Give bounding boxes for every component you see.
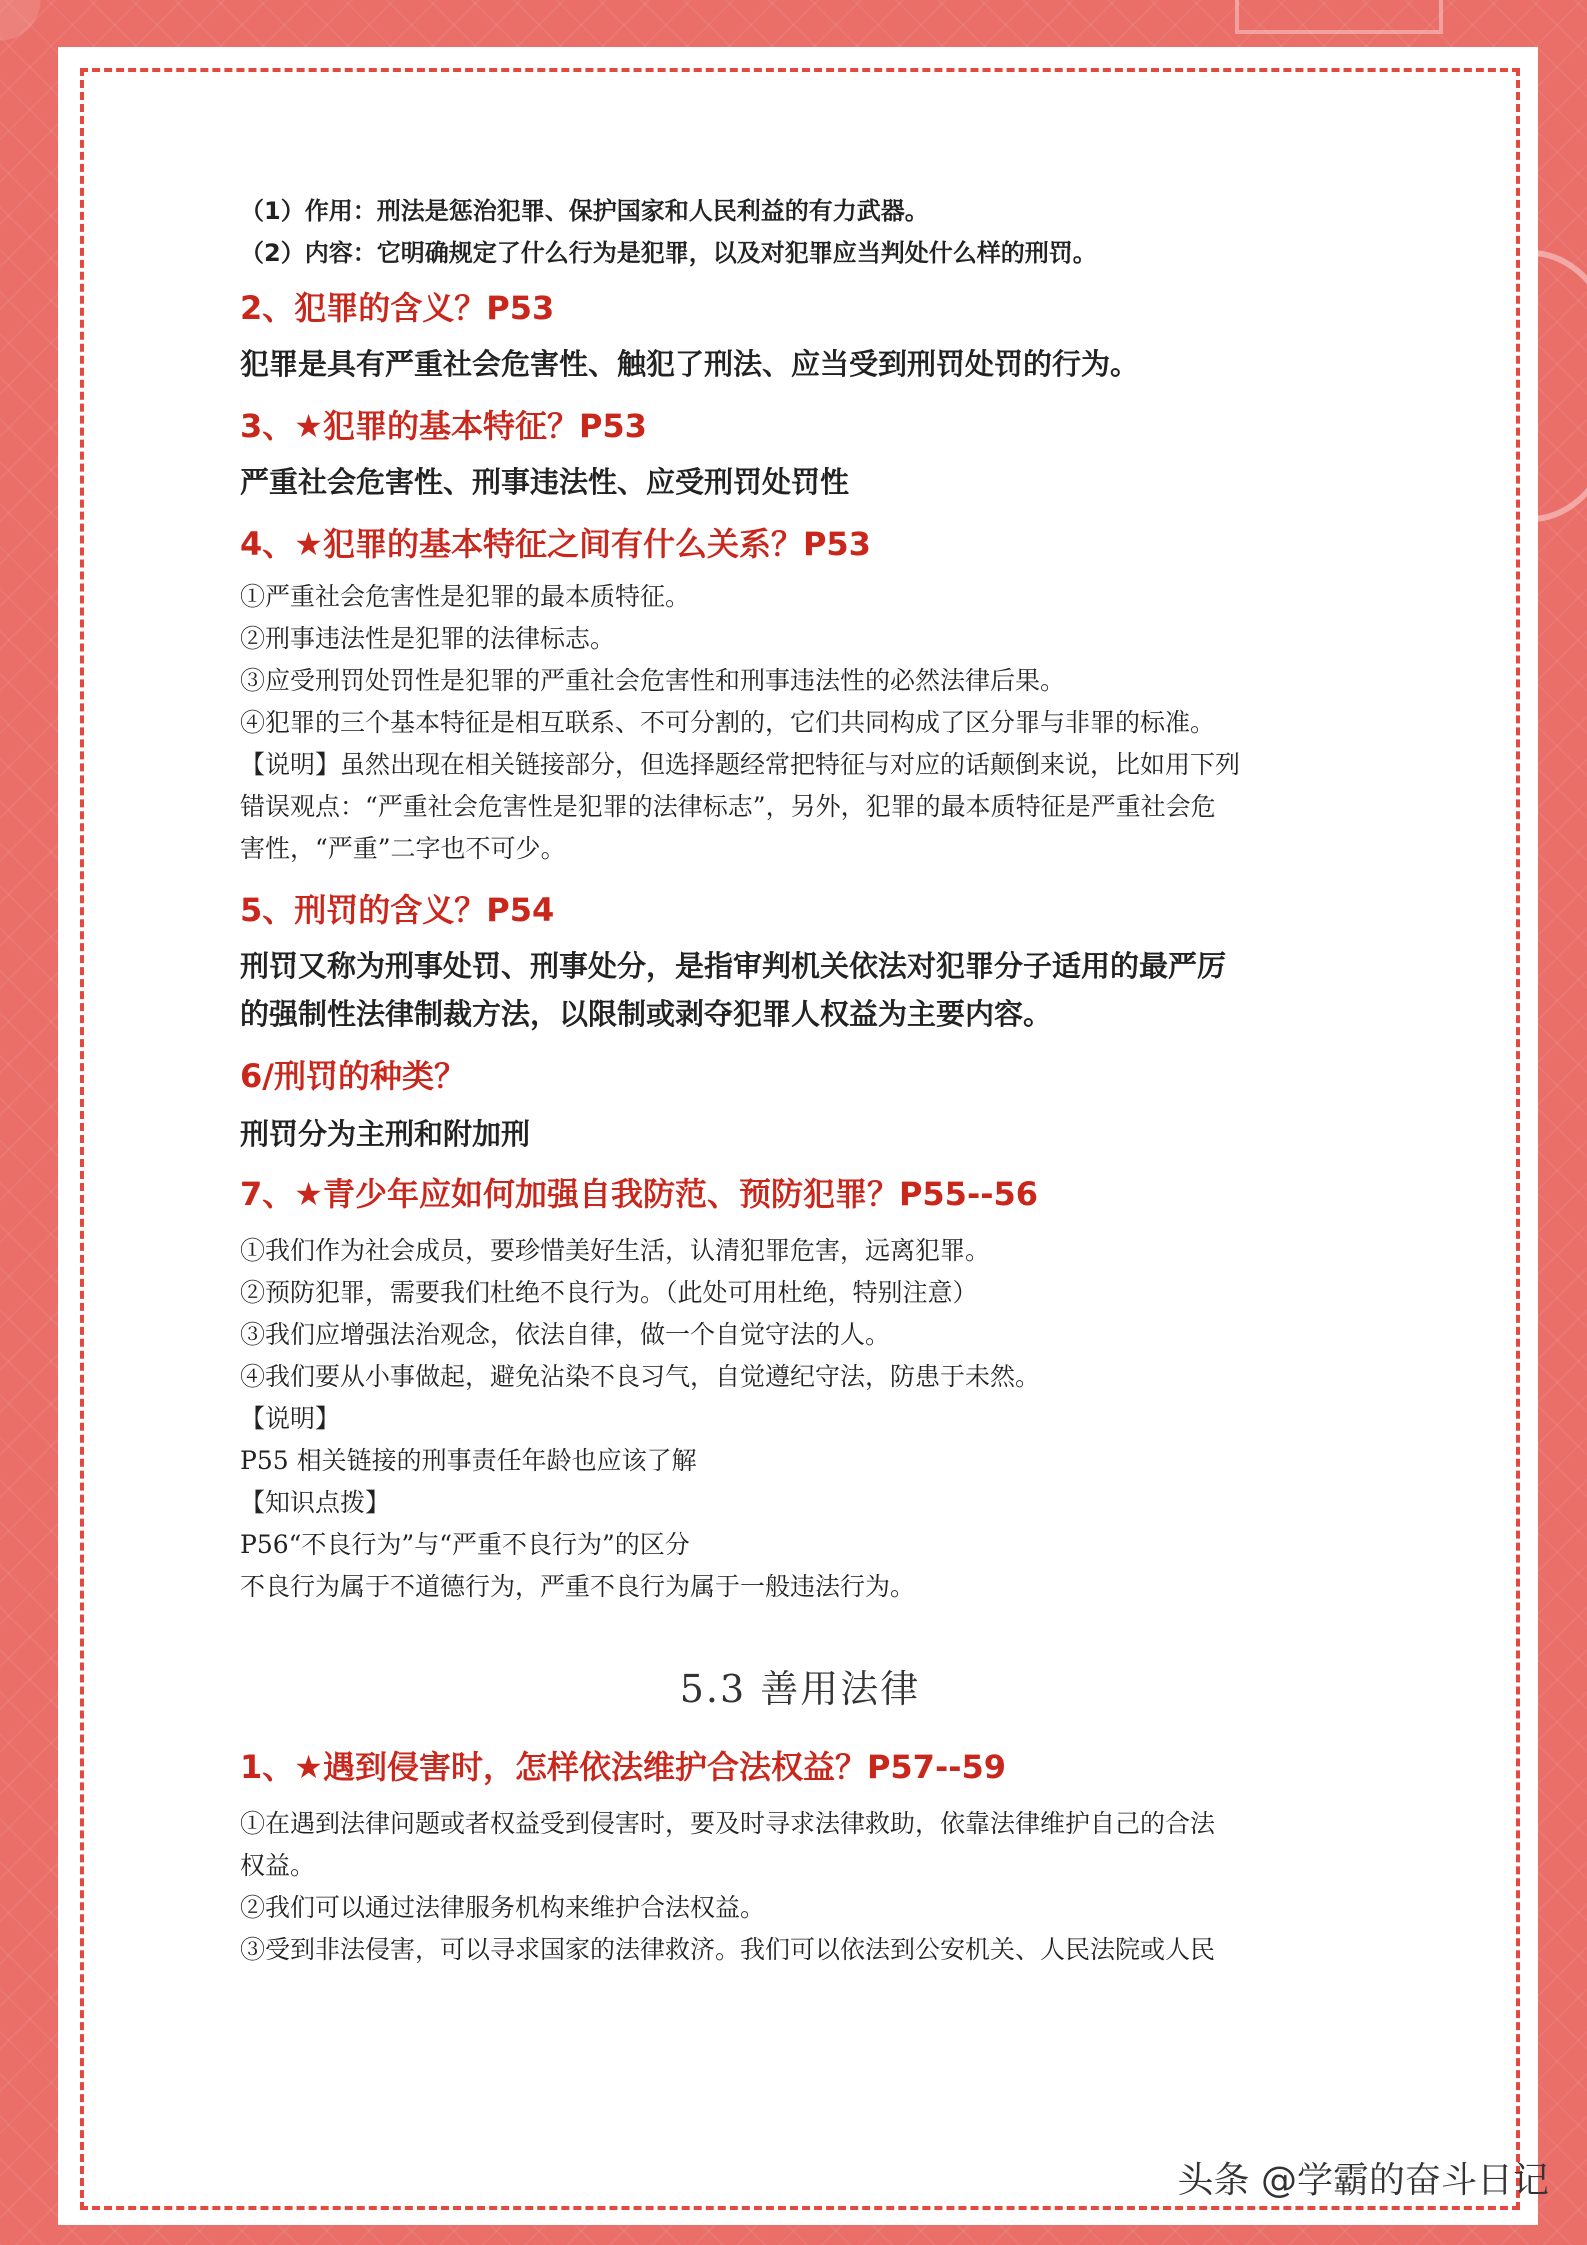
text-line: ④我们要从小事做起，避免沾染不良习气，自觉遵纪守法，防患于未然。 [240, 1362, 1041, 1391]
text-line: P55 相关链接的刑事责任年龄也应该了解 [240, 1446, 697, 1475]
question-5-answer: 的强制性法律制裁方法，以限制或剥夺犯罪人权益为主要内容。 [240, 997, 1053, 1031]
section-title: 5.3 善用法律 [679, 1667, 921, 1711]
question-2-title: 2、犯罪的含义？P53 [240, 289, 555, 327]
text-line: ③应受刑罚处罚性是犯罪的严重社会危害性和刑事违法性的必然法律后果。 [240, 666, 1066, 695]
document-content [240, 190, 1360, 1971]
text-line: ③受到非法侵害，可以寻求国家的法律救济。我们可以依法到公安机关、人民法院或人民 [240, 1935, 1216, 1964]
text-line: 错误观点：“严重社会危害性是犯罪的法律标志”，另外，犯罪的最本质特征是严重社会危 [240, 792, 1216, 821]
section-question-1-title: 1、★遇到侵害时，怎样依法维护合法权益？P57--59 [240, 1748, 1007, 1786]
question-4-title: 4、★犯罪的基本特征之间有什么关系？P53 [240, 525, 871, 563]
question-5-answer: 刑罚又称为刑事处罚、刑事处分，是指审判机关依法对犯罪分子适用的最严厉 [240, 949, 1227, 983]
text-line: 不良行为属于不道德行为，严重不良行为属于一般违法行为。 [240, 1572, 916, 1601]
text-line: 【说明】 [240, 1404, 341, 1433]
question-7-body [240, 1230, 1360, 1608]
question-3-title: 3、★犯罪的基本特征？P53 [240, 407, 647, 445]
question-3-answer: 严重社会危害性、刑事违法性、应受刑罚处罚性 [240, 465, 850, 499]
text-line: 【说明】虽然出现在相关链接部分，但选择题经常把特征与对应的话颠倒来说，比如用下列 [240, 750, 1241, 779]
text-line: ②预防犯罪，需要我们杜绝不良行为。（此处可用杜绝，特别注意） [240, 1278, 978, 1307]
text-line: ③我们应增强法治观念，依法自律，做一个自觉守法的人。 [240, 1320, 891, 1349]
question-4-body [240, 576, 1360, 870]
question-6-title: 6/刑罚的种类？ [240, 1057, 466, 1095]
text-line: 害性，“严重”二字也不可少。 [240, 834, 566, 863]
text-line: 【知识点拨】 [240, 1488, 391, 1517]
intro-line: （2）内容：它明确规定了什么行为是犯罪，以及对犯罪应当判处什么样的刑罚。 [240, 239, 1097, 267]
text-line: ①严重社会危害性是犯罪的最本质特征。 [240, 582, 691, 611]
text-line: ②刑事违法性是犯罪的法律标志。 [240, 624, 616, 653]
question-2-answer: 犯罪是具有严重社会危害性、触犯了刑法、应当受到刑罚处罚的行为。 [240, 347, 1140, 381]
question-6-answer: 刑罚分为主刑和附加刑 [240, 1117, 531, 1151]
text-line: ①我们作为社会成员，要珍惜美好生活，认清犯罪危害，远离犯罪。 [240, 1236, 991, 1265]
question-7-title: 7、★青少年应如何加强自我防范、预防犯罪？P55--56 [240, 1175, 1039, 1213]
text-line: ②我们可以通过法律服务机构来维护合法权益。 [240, 1893, 766, 1922]
text-line: ④犯罪的三个基本特征是相互联系、不可分割的，它们共同构成了区分罪与非罪的标准。 [240, 708, 1216, 737]
decorative-frame [1235, 0, 1443, 34]
intro-line: （1）作用：刑法是惩治犯罪、保护国家和人民利益的有力武器。 [240, 197, 929, 225]
source-watermark: 头条 @学霸的奋斗日记 [1177, 2160, 1549, 2201]
text-line: ①在遇到法律问题或者权益受到侵害时，要及时寻求法律救助，依靠法律维护自己的合法 [240, 1809, 1216, 1838]
question-5-title: 5、刑罚的含义？P54 [240, 891, 555, 929]
section-question-1-body [240, 1803, 1360, 1971]
text-line: P56“不良行为”与“严重不良行为”的区分 [240, 1530, 690, 1559]
text-line: 权益。 [240, 1851, 316, 1880]
